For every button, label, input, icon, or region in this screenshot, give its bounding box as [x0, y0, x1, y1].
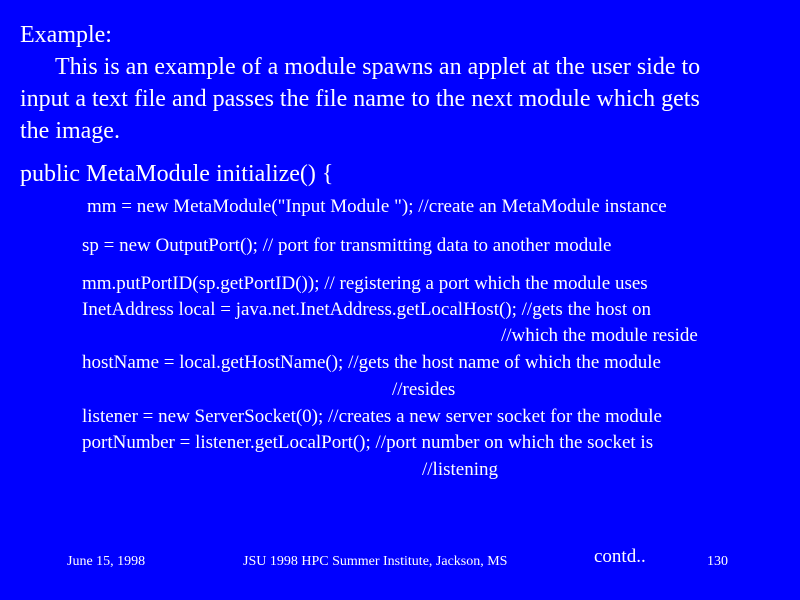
code-comment-continuation: //resides: [392, 379, 456, 400]
code-line: listener = new ServerSocket(0); //creates a new server socket for the module: [82, 406, 662, 427]
description-line-3: the image.: [20, 118, 120, 144]
method-signature: public MetaModule initialize() {: [20, 161, 334, 187]
description-line-1: This is an example of a module spawns an applet at the user side to: [55, 54, 701, 80]
page-number: 130: [707, 554, 728, 569]
code-comment-continuation: //which the module reside: [501, 325, 698, 346]
description-line-2: input a text file and passes the file name to the next module which gets: [20, 86, 700, 112]
code-line: hostName = local.getHostName(); //gets the host name of which the module: [82, 352, 661, 373]
code-line: mm.putPortID(sp.getPortID()); // registering a port which the module uses: [82, 273, 648, 294]
footer-date: June 15, 1998: [67, 554, 146, 569]
code-line: portNumber = listener.getLocalPort(); //port number on which the socket is: [82, 432, 654, 453]
slide-heading: Example:: [20, 22, 112, 48]
code-line: sp = new OutputPort(); // port for transmitting data to another module: [82, 235, 612, 256]
continued-label: contd..: [594, 546, 646, 567]
code-line: InetAddress local = java.net.InetAddress.getLocalHost(); //gets the host on: [82, 299, 651, 320]
code-comment-continuation: //listening: [422, 459, 498, 480]
footer-event: JSU 1998 HPC Summer Institute, Jackson, MS: [243, 554, 508, 569]
code-line: mm = new MetaModule("Input Module "); //create an MetaModule instance: [87, 196, 667, 217]
